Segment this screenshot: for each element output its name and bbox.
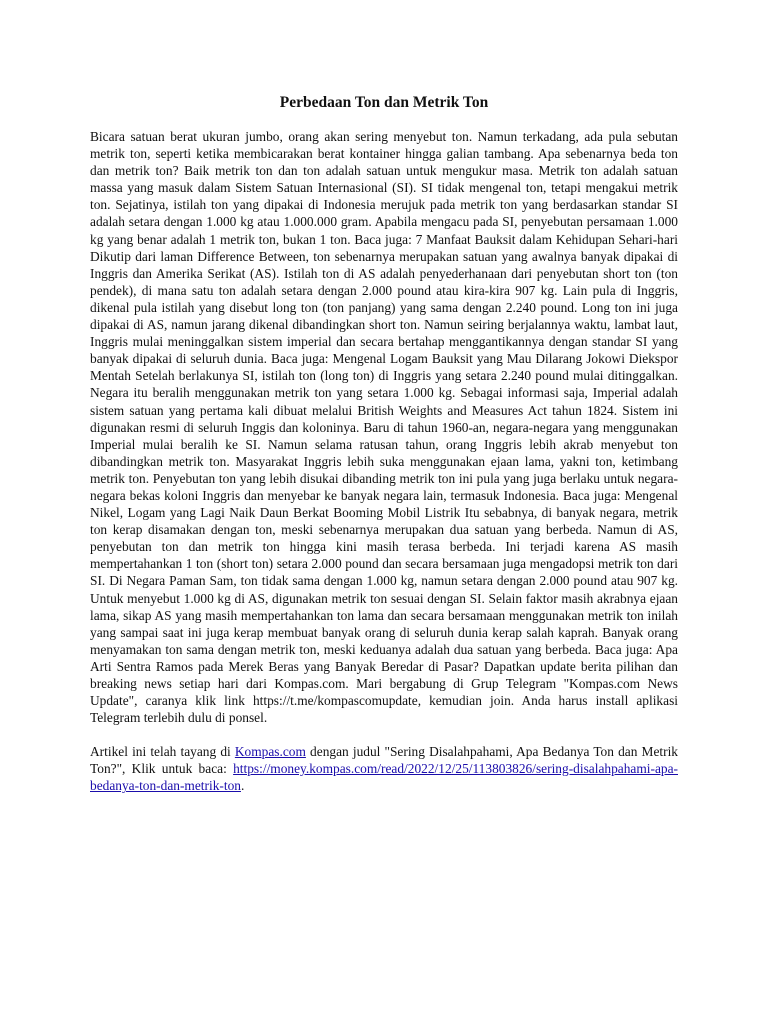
attribution-prefix: Artikel ini telah tayang di [90, 744, 235, 760]
article-body: Bicara satuan berat ukuran jumbo, orang akan sering menyebut ton. Namun terkadang, ada pula sebutan metrik ton, seperti ketika membicarakan berat kontainer hingga galian tambang. Apa sebenarnya beda ton dan metrik ton? Baik metrik ton dan ton adalah satuan untuk mengukur masa. Metrik ton adalah satuan massa yang masuk dalam Sistem Satuan Internasional (SI). SI tidak mengenal ton, tetapi mengakui metrik ton. Sejatinya, istilah ton yang dipakai di Indonesia merujuk pada metrik ton yang berdasarkan standar SI adalah setara dengan 1.000 kg atau 1.000.000 gram. Apabila mengacu pada SI, penyebutan persamaan 1.000 kg yang benar adalah 1 metrik ton, bukan 1 ton. Baca juga: 7 Manfaat Bauksit dalam Kehidupan Sehari-hari Dikutip dari laman Difference Between, ton sebenarnya merupakan satuan yang awalnya banyak dipakai di Inggris dan Amerika Serikat (AS). Istilah ton di AS adalah penyederhanaan dari penyebutan short ton (ton pendek), di mana satu ton adalah setara dengan 2.000 pound atau kira-kira 907 kg. Lain pula di Inggris, dikenal pula istilah yang disebut long ton (ton panjang) yang sama dengan 2.240 pound. Long ton ini juga dipakai di AS, namun jarang dikenal dibandingkan short ton. Namun seiring berjalannya waktu, lambat laut, Inggris mulai meninggalkan sistem imperial dan secara bertahap menggantikannya dengan standar SI yang banyak dipakai di seluruh dunia. Baca juga: Mengenal Logam Bauksit yang Mau Dilarang Jokowi Diekspor Mentah Setelah berlakunya SI, istilah ton (long ton) di Inggris yang setara 2.240 pound mulai ditinggalkan. Negara itu beralih menggunakan metrik ton yang setara 1.000 kg. Sebagai informasi saja, Imperial adalah sistem satuan yang pertama kali dibuat melalui British Weights and Measures Act tahun 1824. Sistem ini digunakan resmi di seluruh Inggis dan koloninya. Baru di tahun 1960-an, negara-negara yang menggunakan Imperial mulai beralih ke SI. Namun selama ratusan tahun, orang Inggris lebih akrab menyebut ton dibandingkan metrik ton. Masyarakat Inggris lebih suka menggunakan ejaan lama, yakni ton, ketimbang metrik ton. Penyebutan ton yang lebih disukai dibanding metrik ton ini pula yang juga berlaku untuk negara-negara bekas koloni Inggris dan menyebar ke banyak negara lain, termasuk Indonesia. Baca juga: Mengenal Nikel, Logam yang Lagi Naik Daun Berkat Booming Mobil Listrik Itu sebabnya, di banyak negara, metrik ton kerap disamakan dengan ton, meski sebenarnya merupakan dua satuan yang berbeda. Namun di AS, penyebutan ton dan metrik ton hingga kini masih terasa berbeda. Ini terjadi karena AS masih mempertahankan 1 ton (short ton) setara 2.000 pound dan secara bersamaan juga mengadopsi metrik ton dari SI. Di Negara Paman Sam, ton tidak sama dengan 1.000 kg, namun setara dengan 2.000 pound atau 907 kg. Untuk menyebut 1.000 kg di AS, digunakan metrik ton sesuai dengan SI. Selain faktor masih akrabnya ejaan lama, sikap AS yang masih mempertahankan ton lama dan secara bersamaan menggunakan metrik ton inilah yang sampai saat ini juga kerap membuat banyak orang di seluruh dunia kerap salah kaprah. Banyak orang menyamakan ton sama dengan metrik ton, meski keduanya adalah dua satuan yang berbeda. Baca juga: Apa Arti Sentra Ramos pada Merek Beras yang Banyak Beredar di Pasar? Dapatkan update berita pilihan dan breaking news setiap hari dari Kompas.com. Mari bergabung di Grup Telegram "Kompas.com News Update", caranya klik link https://t.me/kompascomupdate, kemudian join. Anda harus install aplikasi Telegram terlebih dulu di ponsel. [90, 129, 678, 726]
article-link[interactable]: https://money.kompas.com/read/2022/12/25/113803826/sering-disalahpahami-apa-bedanya-ton-dan-metrik-ton [90, 761, 678, 794]
attribution-middle: dengan judul "Sering Disalahpahami, Apa Bedanya Ton dan Metrik Ton?", Klik untuk baca: [90, 744, 678, 777]
document-title: Perbedaan Ton dan Metrik Ton [279, 94, 489, 111]
attribution-suffix: . [240, 778, 245, 794]
document-page [90, 92, 678, 795]
attribution-paragraph [90, 743, 678, 794]
source-link[interactable]: Kompas.com [234, 744, 306, 760]
